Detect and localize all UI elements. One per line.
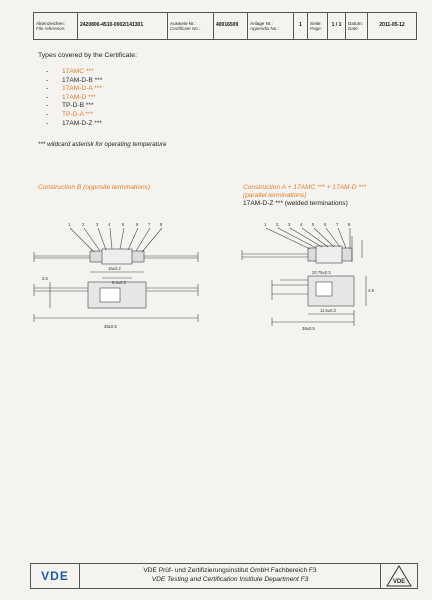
callout-3: 3	[288, 222, 291, 227]
callout-7: 7	[336, 222, 339, 227]
wildcard-note: *** wildcard asterisk for operating temperature	[38, 141, 167, 148]
file-ref-value: 2420800-4510-0002/141301	[78, 13, 168, 39]
callout-1: 1	[264, 222, 267, 227]
date-value: 2011-05-12	[379, 22, 405, 29]
vde-mark-icon	[380, 564, 417, 588]
dimension-length: 16±0.2	[108, 266, 121, 271]
callout-6: 6	[324, 222, 327, 227]
dimension-width: 11.5±0.2	[320, 308, 336, 313]
cert-value: 40016509	[214, 13, 248, 39]
callout-3: 3	[96, 222, 99, 227]
list-item: - 17AM-D-B ***	[46, 76, 103, 84]
list-item: - 17AM-D-A ***	[46, 85, 102, 93]
cert-label: Ausweis-Nr.: Certificate No.:	[168, 13, 214, 39]
header-table	[33, 12, 417, 40]
list-item: - 17AM-D ***	[46, 93, 96, 101]
construction-a-label: Construction A + 17AMC *** + 17AM-D *** (parallel terminations)	[243, 184, 367, 199]
list-item: - TP-D-B ***	[46, 102, 94, 110]
dimension-height: 4.8	[368, 288, 374, 293]
page-label: Seite: Page:	[308, 13, 328, 39]
list-item: - TP-D-A ***	[46, 110, 94, 118]
callout-1: 1	[68, 222, 71, 227]
svg-text:VDE: VDE	[392, 579, 406, 585]
callout-4: 4	[300, 222, 303, 227]
appendix-label: Anlage Nr.: Appendix No.:	[248, 13, 294, 39]
institute-name: VDE Prüf- und Zertifizierungsinstitut GmbH Fachbereich F3 VDE Testing and Certification Institute Department F3	[143, 567, 317, 583]
callout-2: 2	[276, 222, 279, 227]
types-list	[46, 68, 102, 128]
footer	[30, 563, 418, 589]
list-item: - 17AMC ***	[46, 68, 94, 75]
date-label: Datum: Date:	[346, 13, 368, 39]
callout-4: 4	[108, 222, 111, 227]
dimension-body: 20.75±0.3	[312, 270, 331, 275]
dimension-lead: 3.5	[42, 276, 48, 281]
list-item: - 17AM-D-Z ***	[46, 119, 102, 127]
file-ref-label: Aktenzeichen: File reference:	[34, 13, 78, 39]
callout-7: 7	[148, 222, 151, 227]
construction-a-drawing	[236, 218, 388, 338]
callout-8: 8	[348, 222, 351, 227]
dimension-width: 8.3±0.2	[112, 280, 126, 285]
callout-8: 8	[160, 222, 163, 227]
construction-b-drawing	[28, 218, 208, 338]
page-value: 1 / 1	[328, 13, 346, 39]
welded-terminations-label: 17AM-D-Z *** (welded terminations)	[243, 200, 348, 207]
callout-5: 5	[312, 222, 315, 227]
callout-5: 5	[122, 222, 125, 227]
appendix-value: 1	[294, 13, 308, 39]
vde-logo: VDE	[31, 564, 80, 588]
callout-2: 2	[82, 222, 85, 227]
dimension-overall: 38±0.5	[104, 324, 117, 329]
construction-b-label: Construction B (opposite terminations)	[38, 184, 151, 191]
callout-6: 6	[136, 222, 139, 227]
dimension-overall: 38±0.5	[302, 326, 315, 331]
types-title: Types covered by the Certificate:	[38, 52, 137, 59]
